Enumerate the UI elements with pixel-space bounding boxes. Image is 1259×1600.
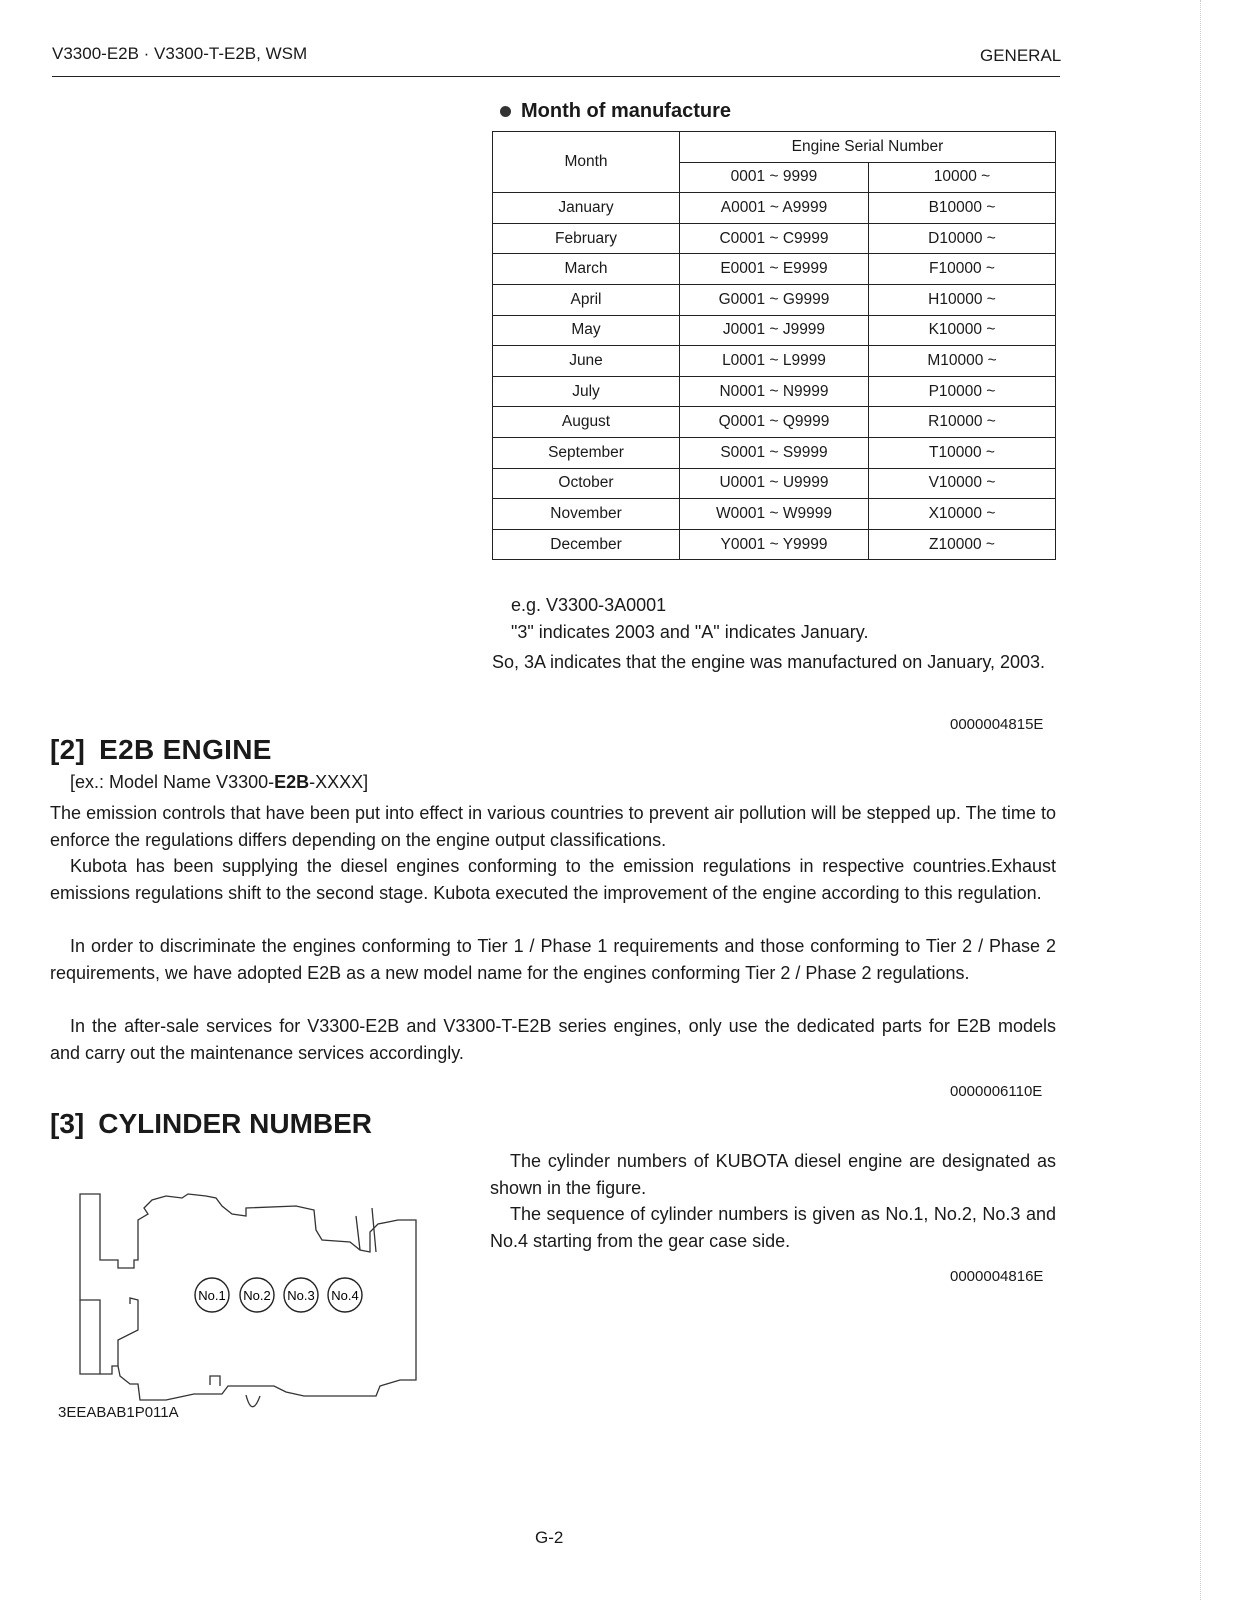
serial-range-2-cell: Z10000 ~ bbox=[869, 529, 1056, 560]
example-line-3: So, 3A indicates that the engine was manufactured on January, 2003. bbox=[492, 652, 1046, 672]
header-range-1: 0001 ~ 9999 bbox=[680, 162, 869, 193]
reference-code-3: 0000004816E bbox=[950, 1268, 1044, 1285]
table-row bbox=[493, 223, 1056, 254]
page-edge bbox=[1200, 0, 1201, 1600]
page-number: G-2 bbox=[535, 1528, 564, 1547]
table-row bbox=[493, 376, 1056, 407]
serial-range-2-cell: H10000 ~ bbox=[869, 284, 1056, 315]
serial-range-1-cell: G0001 ~ G9999 bbox=[680, 284, 869, 315]
table-header-row bbox=[493, 132, 1056, 163]
header-serial: Engine Serial Number bbox=[680, 132, 1056, 163]
e2b-ex-prefix: [ex.: Model Name V3300- bbox=[70, 772, 275, 792]
table-row bbox=[493, 193, 1056, 224]
table-row bbox=[493, 315, 1056, 346]
header-doc-title: V3300-E2B · V3300-T-E2B, WSM bbox=[52, 44, 308, 63]
serial-range-2-cell: X10000 ~ bbox=[869, 499, 1056, 530]
serial-range-1-cell: Y0001 ~ Y9999 bbox=[680, 529, 869, 560]
header-month: Month bbox=[493, 132, 680, 193]
cylinder-4-label: No.4 bbox=[331, 1288, 359, 1303]
serial-range-1-cell: E0001 ~ E9999 bbox=[680, 254, 869, 285]
month-title-text: Month of manufacture bbox=[521, 100, 731, 122]
serial-range-2-cell: K10000 ~ bbox=[869, 315, 1056, 346]
serial-range-1-cell: Q0001 ~ Q9999 bbox=[680, 407, 869, 438]
month-cell: November bbox=[493, 499, 680, 530]
e2b-heading-title: E2B ENGINE bbox=[99, 734, 272, 765]
example-line-2: "3" indicates 2003 and "A" indicates January. bbox=[511, 622, 869, 642]
cylinder-heading bbox=[50, 1108, 372, 1140]
serial-range-1-cell: L0001 ~ L9999 bbox=[680, 346, 869, 377]
month-cell: October bbox=[493, 468, 680, 499]
month-cell: January bbox=[493, 193, 680, 224]
cylinder-1-label: No.1 bbox=[198, 1288, 226, 1303]
engine-cylinder-figure bbox=[60, 1180, 430, 1420]
table-row bbox=[493, 437, 1056, 468]
table-row bbox=[493, 529, 1056, 560]
serial-range-1-cell: W0001 ~ W9999 bbox=[680, 499, 869, 530]
cylinder-heading-number: [3] bbox=[50, 1108, 85, 1139]
table-row bbox=[493, 284, 1056, 315]
e2b-heading bbox=[50, 734, 272, 766]
e2b-ex-suffix: -XXXX] bbox=[309, 772, 369, 792]
serial-range-1-cell: A0001 ~ A9999 bbox=[680, 193, 869, 224]
month-cell: June bbox=[493, 346, 680, 377]
table-row bbox=[493, 499, 1056, 530]
serial-range-2-cell: F10000 ~ bbox=[869, 254, 1056, 285]
month-cell: August bbox=[493, 407, 680, 438]
e2b-paragraph-2: Kubota has been supplying the diesel engines conforming to the emission regulations in respective countries.Exhaust emissions regulations shift to the second stage. Kubota executed the improvement of the engine according to this regulation. bbox=[50, 856, 1056, 903]
bullet-icon bbox=[500, 106, 511, 117]
reference-code-2: 0000006110E bbox=[950, 1083, 1043, 1100]
reference-code-1: 0000004815E bbox=[950, 716, 1044, 733]
serial-range-2-cell: D10000 ~ bbox=[869, 223, 1056, 254]
month-cell: May bbox=[493, 315, 680, 346]
table-row bbox=[493, 254, 1056, 285]
serial-range-1-cell: C0001 ~ C9999 bbox=[680, 223, 869, 254]
serial-range-2-cell: T10000 ~ bbox=[869, 437, 1056, 468]
serial-range-2-cell: M10000 ~ bbox=[869, 346, 1056, 377]
month-cell: December bbox=[493, 529, 680, 560]
serial-range-2-cell: R10000 ~ bbox=[869, 407, 1056, 438]
cylinder-paragraph-2: The sequence of cylinder numbers is given as No.1, No.2, No.3 and No.4 starting from the gear case side. bbox=[490, 1204, 1056, 1251]
month-cell: March bbox=[493, 254, 680, 285]
e2b-paragraph-4: In the after-sale services for V3300-E2B and V3300-T-E2B series engines, only use the dedicated parts for E2B models and carry out the maintenance services accordingly. bbox=[50, 1016, 1056, 1063]
e2b-ex-bold: E2B bbox=[274, 772, 310, 792]
month-cell: April bbox=[493, 284, 680, 315]
month-section-title bbox=[500, 100, 731, 123]
cylinder-heading-title: CYLINDER NUMBER bbox=[98, 1108, 373, 1139]
serial-range-1-cell: J0001 ~ J9999 bbox=[680, 315, 869, 346]
month-table bbox=[492, 131, 1056, 560]
header-section: GENERAL bbox=[980, 46, 1062, 65]
figure-caption: 3EEABAB1P011A bbox=[58, 1404, 179, 1421]
serial-range-1-cell: U0001 ~ U9999 bbox=[680, 468, 869, 499]
serial-range-2-cell: B10000 ~ bbox=[869, 193, 1056, 224]
e2b-paragraph-1: The emission controls that have been put into effect in various countries to prevent air pollution will be stepped up. The time to enforce the regulations differs depending on the engine output classifications. bbox=[50, 803, 1056, 850]
serial-range-1-cell: N0001 ~ N9999 bbox=[680, 376, 869, 407]
e2b-example bbox=[70, 772, 368, 793]
table-row bbox=[493, 346, 1056, 377]
header-rule bbox=[52, 76, 1060, 77]
cylinder-2-label: No.2 bbox=[243, 1288, 271, 1303]
serial-range-2-cell: V10000 ~ bbox=[869, 468, 1056, 499]
example-line-1: e.g. V3300-3A0001 bbox=[511, 595, 667, 615]
e2b-paragraph-3: In order to discriminate the engines conforming to Tier 1 / Phase 1 requirements and those conforming to Tier 2 / Phase 2 requirements, we have adopted E2B as a new model name for the engines conforming Tier 2 / Phase 2 regulations. bbox=[50, 936, 1056, 983]
header-range-2: 10000 ~ bbox=[869, 162, 1056, 193]
serial-range-1-cell: S0001 ~ S9999 bbox=[680, 437, 869, 468]
month-cell: July bbox=[493, 376, 680, 407]
month-cell: February bbox=[493, 223, 680, 254]
serial-range-2-cell: P10000 ~ bbox=[869, 376, 1056, 407]
e2b-heading-number: [2] bbox=[50, 734, 86, 765]
table-row bbox=[493, 468, 1056, 499]
cylinder-3-label: No.3 bbox=[287, 1288, 315, 1303]
table-row bbox=[493, 407, 1056, 438]
month-cell: September bbox=[493, 437, 680, 468]
cylinder-paragraph-1: The cylinder numbers of KUBOTA diesel engine are designated as shown in the figure. bbox=[490, 1151, 1056, 1198]
cylinder-markers bbox=[195, 1278, 362, 1312]
